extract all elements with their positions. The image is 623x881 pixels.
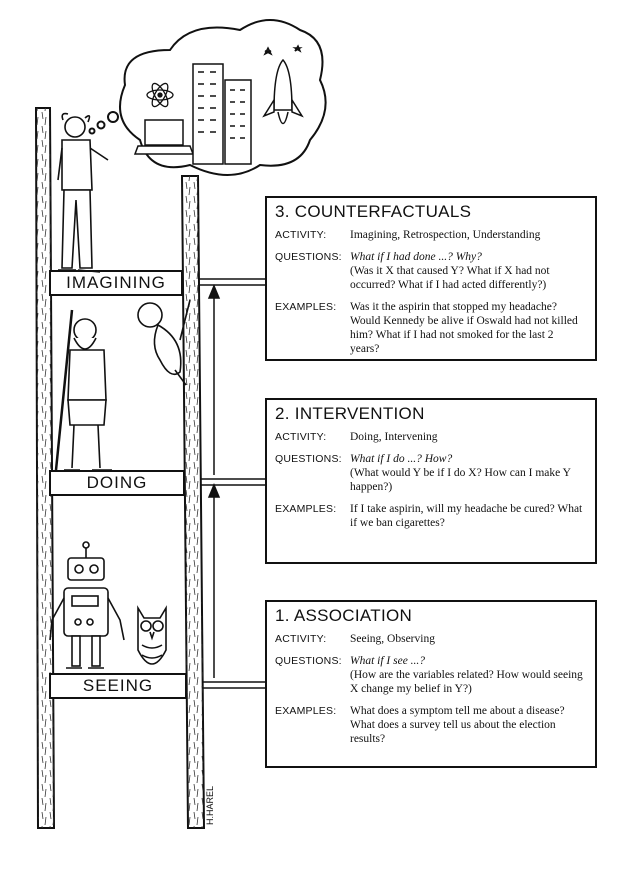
- questions-label: QUESTIONS:: [275, 655, 342, 667]
- activity-label: ACTIVITY:: [275, 431, 327, 443]
- examples-row: [275, 300, 585, 356]
- rung-label-doing: DOING: [86, 473, 148, 492]
- activity-value: Doing, Intervening: [350, 431, 438, 443]
- box-title: 3. COUNTERFACTUALS: [275, 202, 472, 221]
- activity-label: ACTIVITY:: [275, 229, 327, 241]
- association-box: [265, 600, 597, 768]
- einstein-figure: [58, 114, 108, 272]
- examples-label: EXAMPLES:: [275, 705, 337, 717]
- rung-label-seeing: SEEING: [82, 676, 154, 695]
- up-arrows: [209, 286, 219, 678]
- activity-value: Imagining, Retrospection, Understanding: [350, 229, 541, 241]
- activity-row: [275, 430, 585, 444]
- questions-row: [275, 250, 585, 292]
- examples-value: What does a symptom tell me about a disease? What does a survey tell us about the election results?: [350, 705, 565, 745]
- question-lead: What if I do ...? How?: [350, 453, 453, 465]
- connector-lines: [198, 279, 265, 688]
- box-title: 2. INTERVENTION: [275, 404, 425, 423]
- question-detail: (What would Y be if I do X? How can I make Y happen?): [350, 467, 571, 493]
- questions-label: QUESTIONS:: [275, 251, 342, 263]
- ladder-right-pole: [182, 176, 204, 828]
- examples-row: [275, 502, 585, 530]
- counterfactuals-box: [265, 196, 597, 361]
- questions-row: [275, 452, 585, 494]
- activity-row: [275, 632, 585, 646]
- examples-value: Was it the aspirin that stopped my headache? Would Kennedy be alive if Oswald had not killed him? What if I had not smoked for the last 2 years?: [350, 301, 578, 355]
- owl-figure: [138, 608, 166, 664]
- activity-label: ACTIVITY:: [275, 633, 327, 645]
- question-detail: (How are the variables related? How would seeing X change my belief in Y?): [350, 669, 583, 695]
- examples-label: EXAMPLES:: [275, 301, 337, 313]
- question-detail: (Was it X that caused Y? What if X had not occurred? What if I had acted differently?): [350, 265, 550, 291]
- questions-value: [350, 654, 585, 696]
- question-lead: What if I see ...?: [350, 655, 426, 667]
- examples-value: If I take aspirin, will my headache be cured? What if we ban cigarettes?: [350, 503, 583, 529]
- ladder-left-pole: [36, 108, 54, 828]
- questions-label: QUESTIONS:: [275, 453, 342, 465]
- signature-text: [205, 786, 215, 825]
- activity-row: [275, 228, 585, 242]
- examples-label: EXAMPLES:: [275, 503, 337, 515]
- questions-value: [350, 452, 585, 494]
- activity-value: Seeing, Observing: [350, 633, 435, 645]
- box-title: 1. ASSOCIATION: [275, 606, 413, 625]
- questions-row: [275, 654, 585, 696]
- intervention-box: [265, 398, 597, 564]
- caveman-figure: [56, 310, 112, 470]
- signature: H.HAREL: [205, 785, 215, 825]
- baby-figure: [138, 300, 190, 385]
- robot-figure: [50, 542, 124, 668]
- examples-row: [275, 704, 585, 746]
- question-lead: What if I had done ...? Why?: [350, 251, 482, 263]
- rung-label-imagining: IMAGINING: [66, 273, 166, 292]
- questions-value: [350, 250, 585, 292]
